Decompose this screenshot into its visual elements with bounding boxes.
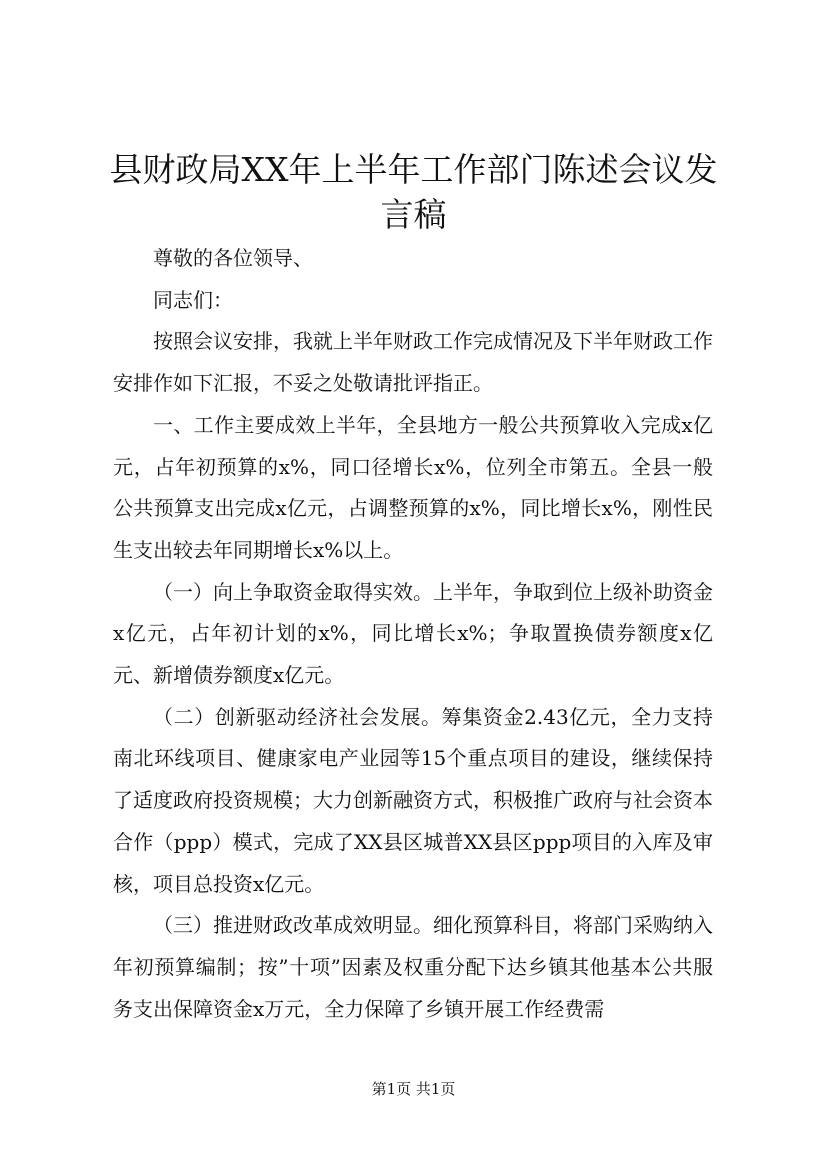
salutation-line: 尊敬的各位领导、 bbox=[153, 246, 313, 270]
body-paragraph: （一）向上争取资金取得实效。上半年，争取到位上级补助资金x亿元，占年初计划的x%，同比增长x%；争取置换债券额度x亿元、新增债券额度x亿元。 bbox=[113, 579, 713, 688]
salutation-line: 同志们： bbox=[153, 287, 233, 312]
body-paragraph: （三）推进财政改革成效明显。细化预算科目，将部门采购纳入年初预算编制；按”十项”因素及权重分配下达乡镇其他基本公共服务支出保障资金x万元，全力保障了乡镇开展工作经费需 bbox=[113, 913, 713, 1021]
body-paragraph: （二）创新驱动经济社会发展。筹集资金2.43亿元，全力支持南北环线项目、健康家电产业园等15个重点项目的建设，继续保持了适度政府投资规模；大力创新融资方式，积极推广政府与社会资本合作（ppp）模式，完成了XX县区城普XX县区ppp项目的入库及审核，项目总投资x亿元。 bbox=[113, 704, 713, 896]
body-paragraph: 一、工作主要成效上半年，全县地方一般公共预算收入完成x亿元，占年初预算的x%，同口径增长x%，位列全市第五。全县一般公共预算支出完成x亿元，占调整预算的x%，同比增长x%，刚性民生支出较去年同期增长x%以上。 bbox=[113, 412, 713, 562]
body-paragraph: 按照会议安排，我就上半年财政工作完成情况及下半年财政工作安排作如下汇报，不妥之处敬请批评指正。 bbox=[113, 329, 713, 396]
document-body bbox=[113, 238, 713, 1030]
document-title: 县财政局XX年上半年工作部门陈述会议发言稿 bbox=[109, 150, 718, 234]
page-footer: 第1页 共1页 bbox=[371, 1080, 456, 1098]
